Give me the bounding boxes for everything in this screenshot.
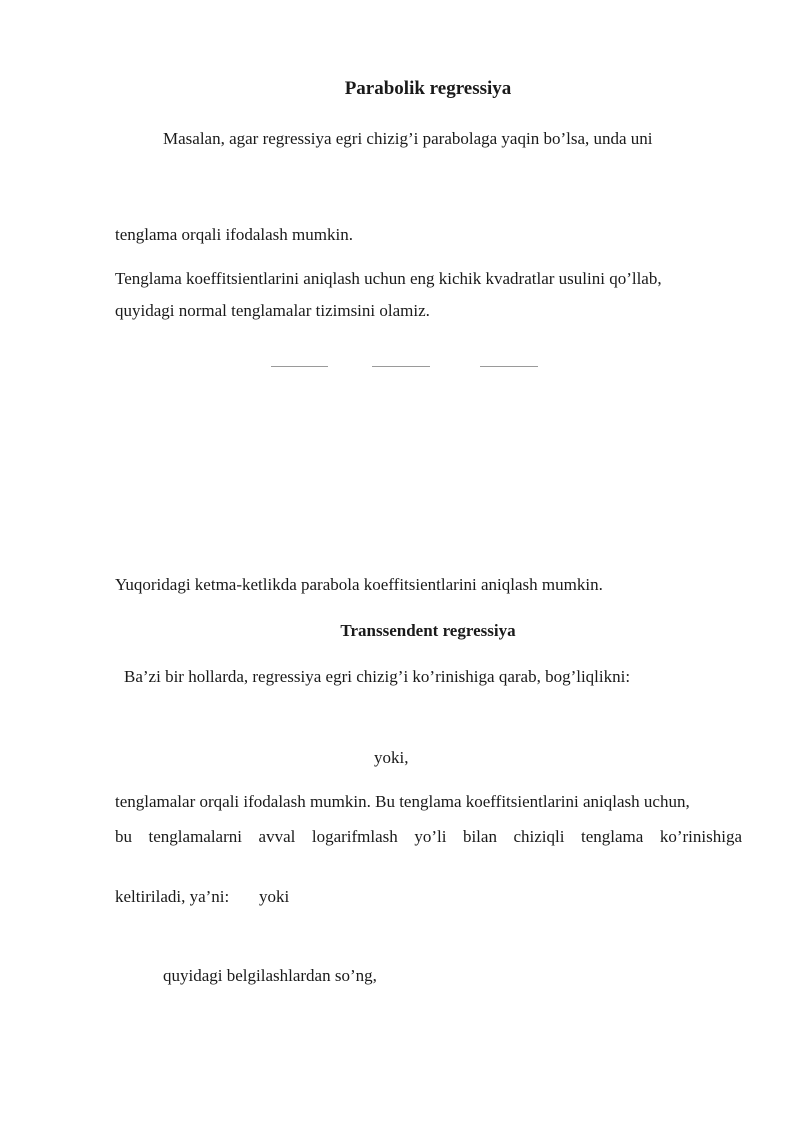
fraction-bar [372, 366, 430, 367]
paragraph-parabola-coefficients: Yuqoridagi ketma-ketlikda parabola koeffitsientlarini aniqlash mumkin. [115, 575, 603, 594]
section-title-parabolic-regression: Parabolik regressiya [344, 78, 512, 99]
paragraph-normal-equations: quyidagi normal tenglamalar tizimsini olamiz. [115, 301, 430, 320]
paragraph-logarithm: bu tenglamalarni avval logarifmlash yo’li bilan chiziqli tenglama ko’rinishiga [115, 827, 742, 846]
paragraph-parabola-intro: Masalan, agar regressiya egri chizig’i parabolaga yaqin bo’lsa, unda uni [163, 129, 653, 148]
paragraph-equations-expression: tenglamalar orqali ifodalash mumkin. Bu tenglama koeffitsientlarini aniqlash uchun, [115, 792, 690, 811]
paragraph-transcendent-intro: Ba’zi bir hollarda, regressiya egri chizig’i ko’rinishiga qarab, bog’liqlikni: [124, 667, 631, 686]
fraction-bar [480, 366, 538, 367]
paragraph-after-notation: quyidagi belgilashlardan so’ng, [163, 966, 377, 985]
paragraph-least-squares: Tenglama koeffitsientlarini aniqlash uchun eng kichik kvadratlar usulini qo’llab, [115, 269, 662, 288]
section-title-transcendent-regression: Transsendent regressiya [340, 621, 516, 640]
paragraph-equation-expression: tenglama orqali ifodalash mumkin. [115, 225, 353, 244]
connector-word-or-2: yoki [259, 887, 290, 906]
paragraph-reduced-form-label: keltiriladi, ya’ni: [115, 887, 230, 906]
fraction-bar [271, 366, 328, 367]
connector-word-or: yoki, [374, 748, 409, 767]
